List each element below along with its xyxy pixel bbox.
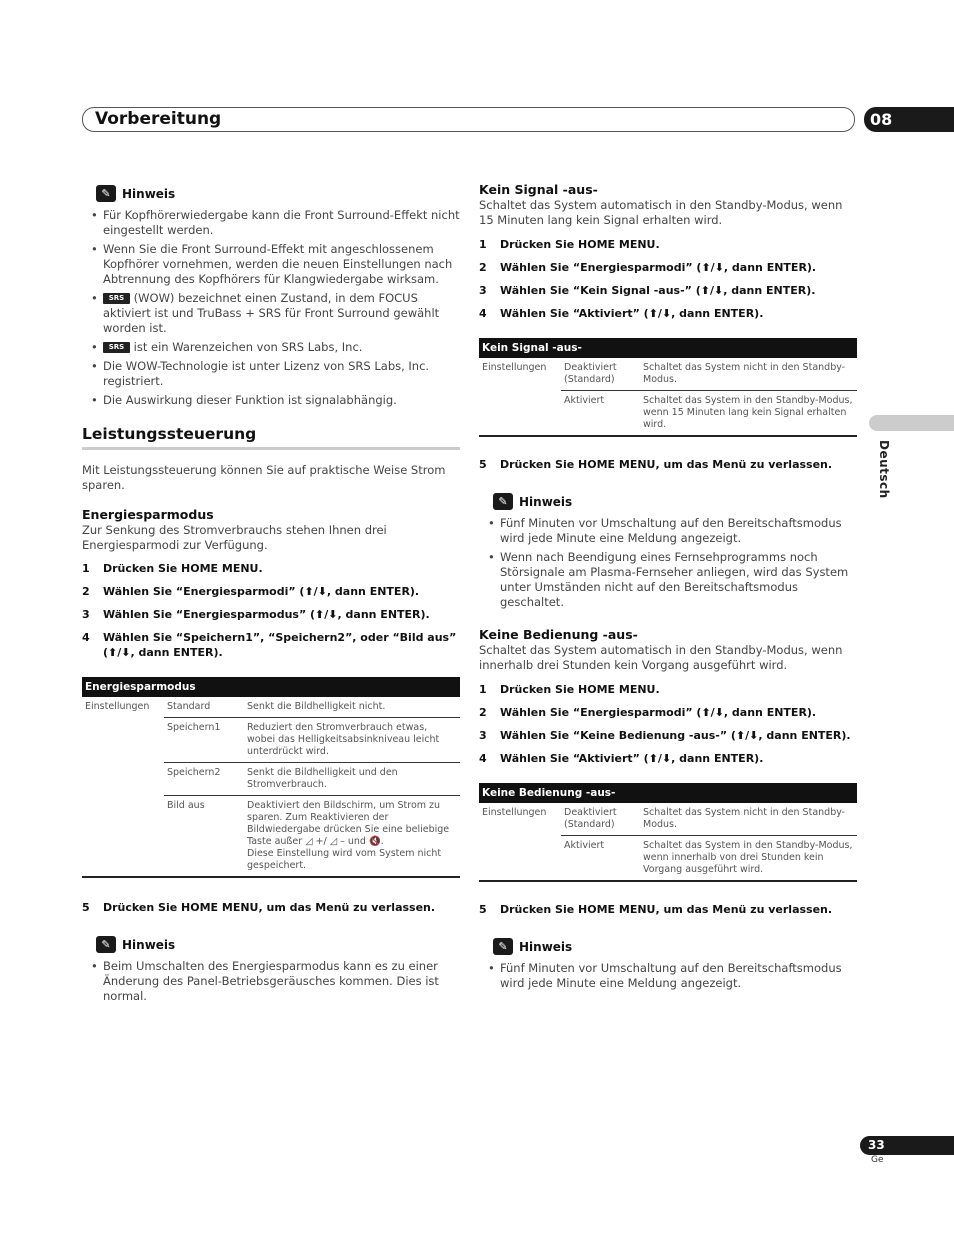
step: 3 Wählen Sie “Energiesparmodus” (⬆/⬇, dann ENTER). (82, 608, 430, 621)
srs-logo-icon: SRS (103, 342, 130, 353)
step: 4 Wählen Sie “Speichern1”, “Speichern2”, oder “Bild aus” (⬆/⬇, dann ENTER). (82, 631, 457, 659)
table-row: Einstellungen Standard Senkt die Bildhelligkeit nicht. (85, 701, 386, 712)
srs-logo-icon: SRS (103, 293, 130, 304)
list-item-text: ist ein Warenzeichen von SRS Labs, Inc. (133, 340, 363, 354)
list-item: • Die Auswirkung dieser Funktion ist signalabhängig. (82, 393, 460, 408)
note-list (479, 516, 857, 610)
step-list (479, 682, 857, 766)
step: 1 Drücken Sie HOME MENU. (479, 683, 660, 696)
pencil-icon: ✎ (96, 936, 116, 953)
section-title: Leistungssteuerung (82, 425, 460, 450)
settings-table (479, 783, 857, 882)
step-list (82, 561, 460, 660)
list-item: • Fünf Minuten vor Umschaltung auf den Bereitschaftsmodus wird jede Minute eine Meldung angezeigt. (479, 961, 857, 991)
step: 3 Wählen Sie “Keine Bedienung -aus-” (⬆/⬇, dann ENTER). (479, 729, 851, 742)
note-heading (493, 493, 857, 510)
table-title: Keine Bedienung -aus- (479, 783, 857, 803)
step: 5 Drücken Sie HOME MENU, um das Menü zu verlassen. (82, 901, 436, 914)
step: 2 Wählen Sie “Energiesparmodi” (⬆/⬇, dann ENTER). (479, 706, 817, 719)
step: 2 Wählen Sie “Energiesparmodi” (⬆/⬇, dann ENTER). (82, 585, 420, 598)
subsection-text: Schaltet das System automatisch in den Standby-Modus, wenn 15 Minuten lang kein Signal erhalten wird. (479, 198, 843, 227)
subsection-text: Schaltet das System automatisch in den Standby-Modus, wenn innerhalb drei Stunden kein Vorgang ausgeführt wird. (479, 643, 843, 672)
step-list (479, 237, 857, 321)
table-row: Einstellungen Deaktiviert (Standard) Schaltet das System nicht in den Standby-Modus. (482, 807, 846, 830)
note-label: Hinweis (122, 186, 176, 201)
table-row: Speichern1 Reduziert den Stromverbrauch etwas, wobei das Helligkeitsabsinkniveau leicht unterdrückt wird. (82, 718, 460, 763)
list-item: • Wenn Sie die Front Surround-Effekt mit angeschlossenem Kopfhörer vornehmen, werden die neuen Einstellungen nach Abtrennung des Kopfhörers für Klangwiedergabe wirksam. (82, 242, 460, 287)
step: 3 Wählen Sie “Kein Signal -aus-” (⬆/⬇, dann ENTER). (479, 284, 816, 297)
note-list (82, 208, 460, 408)
table-row: Speichern2 Senkt die Bildhelligkeit und den Stromverbrauch. (82, 763, 460, 796)
table-row: Einstellungen Deaktiviert (Standard) Schaltet das System nicht in den Standby-Modus. (482, 362, 846, 385)
language-tab (869, 415, 954, 431)
table-row: Bild aus Deaktiviert den Bildschirm, um Strom zu sparen. Zum Reaktivieren der Bildwiedergabe drücken Sie eine beliebige Taste außer ◿ +/ ◿ – und 🔇. Diese Einstellung wird vom System nicht gespeichert. (82, 796, 460, 878)
list-item: • Wenn nach Beendigung eines Fernsehprogramms noch Störsignale am Plasma-Fernseher anliegen, wird das System unter Umständen nicht auf den Bereitschaftsmodus geschaltet. (479, 550, 857, 610)
chapter-number: 08 (864, 107, 954, 132)
subsection-title: Kein Signal -aus- (479, 182, 598, 197)
pencil-icon: ✎ (96, 185, 116, 202)
list-item: • Fünf Minuten vor Umschaltung auf den Bereitschaftsmodus wird jede Minute eine Meldung angezeigt. (479, 516, 857, 546)
settings-table (479, 338, 857, 437)
note-list (479, 961, 857, 991)
list-item (82, 340, 460, 355)
subsection-title: Keine Bedienung -aus- (479, 627, 638, 642)
pencil-icon: ✎ (493, 938, 513, 955)
volume-down-icon: ◿ (305, 836, 313, 847)
step: 1 Drücken Sie HOME MENU. (82, 562, 263, 575)
page-title: Vorbereitung (95, 109, 222, 129)
step: 4 Wählen Sie “Aktiviert” (⬆/⬇, dann ENTER). (479, 307, 764, 320)
subsection-title: Energiesparmodus (82, 507, 214, 522)
mute-icon: 🔇 (368, 836, 381, 847)
step: 2 Wählen Sie “Energiesparmodi” (⬆/⬇, dann ENTER). (479, 261, 817, 274)
list-item: • Für Kopfhörerwiedergabe kann die Front Surround-Effekt nicht eingestellt werden. (82, 208, 460, 238)
step: 4 Wählen Sie “Aktiviert” (⬆/⬇, dann ENTER). (479, 752, 764, 765)
left-column (82, 185, 460, 1008)
step: 5 Drücken Sie HOME MENU, um das Menü zu verlassen. (479, 903, 833, 916)
page-lang-code: Ge (871, 1155, 884, 1165)
section-intro: Mit Leistungssteuerung können Sie auf praktische Weise Strom sparen. (82, 463, 446, 492)
step: 1 Drücken Sie HOME MENU. (479, 238, 660, 251)
table-title: Kein Signal -aus- (479, 338, 857, 358)
pencil-icon: ✎ (493, 493, 513, 510)
settings-table (82, 677, 460, 878)
table-row: Aktiviert Schaltet das System in den Standby-Modus, wenn 15 Minuten lang kein Signal erhalten wird. (479, 391, 857, 437)
note-list (82, 959, 460, 1004)
note-heading (493, 938, 857, 955)
volume-up-icon: ◿ (329, 836, 338, 847)
language-label: Deutsch (877, 440, 891, 499)
note-label: Hinweis (122, 937, 176, 952)
step: 5 Drücken Sie HOME MENU, um das Menü zu verlassen. (479, 458, 833, 471)
note-heading (96, 936, 460, 953)
right-column (479, 182, 857, 995)
table-title: Energiesparmodus (82, 677, 460, 697)
table-row: Aktiviert Schaltet das System in den Standby-Modus, wenn innerhalb von drei Stunden kein Vorgang ausgeführt wird. (479, 836, 857, 882)
note-label: Hinweis (519, 494, 573, 509)
list-item (82, 291, 460, 336)
list-item: • Die WOW-Technologie ist unter Lizenz von SRS Labs, Inc. registriert. (82, 359, 460, 389)
list-item-text: (WOW) bezeichnet einen Zustand, in dem FOCUS aktiviert ist und TruBass + SRS für Front Surround gewählt worden ist. (103, 291, 440, 335)
note-heading (96, 185, 460, 202)
list-item: • Beim Umschalten des Energiesparmodus kann es zu einer Änderung des Panel-Betriebsgeräusches kommen. Dies ist normal. (82, 959, 460, 1004)
subsection-text: Zur Senkung des Stromverbrauchs stehen Ihnen drei Energiesparmodi zur Verfügung. (82, 523, 387, 552)
note-label: Hinweis (519, 939, 573, 954)
page-number: 33 (860, 1136, 954, 1155)
